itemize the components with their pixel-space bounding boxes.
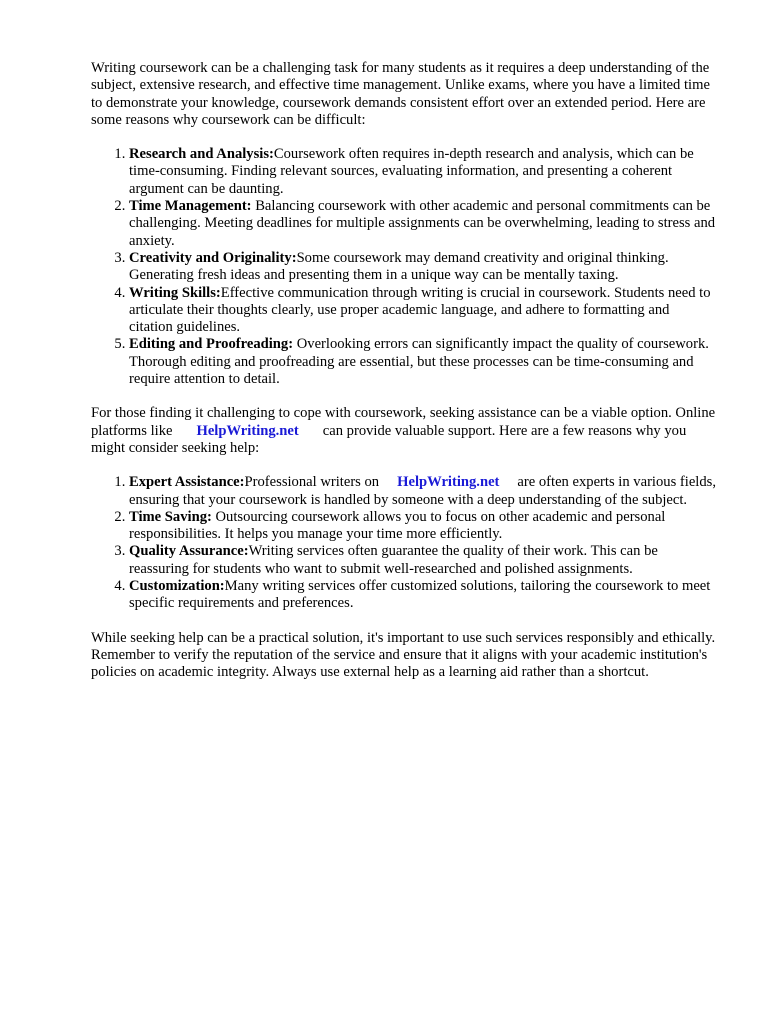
intro-paragraph: Writing coursework can be a challenging task for many students as it requires a deep understanding of the subject, extensive research, and effective time management. Unlike exams, where you have a limited time to demonstrate your knowledge, coursework demands consistent effort over an extended period. Here are some reasons why coursework can be difficult:	[91, 60, 710, 128]
benefit-text-before: Professional writers on	[244, 474, 380, 491]
benefit-text: Writing services often guarantee the quality of their work. This can be reassuring for students who want to submit well-researched and polished assignments.	[129, 543, 658, 577]
reason-term: Research and Analysis:	[129, 146, 274, 163]
list-item	[129, 578, 716, 613]
reasons-list	[91, 146, 716, 388]
help-text-before: For those finding it challenging to cope with coursework, seeking assistance can be a viable option. Online platforms like	[91, 405, 716, 439]
reason-term: Editing and Proofreading:	[129, 336, 294, 353]
benefits-list	[91, 474, 716, 612]
reason-term: Time Management:	[129, 198, 252, 215]
list-item	[129, 509, 716, 544]
list-item	[129, 285, 716, 337]
reason-term: Writing Skills:	[129, 284, 221, 301]
reason-text: Some coursework may demand creativity and original thinking. Generating fresh ideas and presenting them in a unique way can be mentally taxing.	[129, 249, 669, 284]
benefit-text-after: are often experts in various fields, ensuring that your coursework is handled by someone with a deep understanding of the subject.	[129, 474, 716, 508]
benefit-term: Expert Assistance:	[129, 474, 245, 491]
document-page	[91, 60, 716, 682]
benefit-text: Outsourcing coursework allows you to focus on other academic and personal responsibilities. It helps you manage your time more efficiently.	[129, 508, 666, 543]
benefit-term: Customization:	[129, 578, 225, 595]
reason-text: Coursework often requires in-depth research and analysis, which can be time-consuming. Finding relevant sources, evaluating information, and presenting a coherent argument can be daunting.	[129, 146, 694, 197]
reason-term: Creativity and Originality:	[129, 249, 297, 266]
reason-text: Balancing coursework with other academic and personal commitments can be challenging. Meeting deadlines for multiple assignments can be overwhelming, leading to stress and anxiety.	[129, 198, 716, 249]
help-paragraph	[91, 405, 716, 457]
list-item	[129, 474, 716, 509]
reason-text: Effective communication through writing is crucial in coursework. Students need to articulate their thoughts clearly, use proper academic language, and adhere to formatting and citation guidelines.	[129, 284, 711, 336]
closing-paragraph: While seeking help can be a practical solution, it's important to use such services responsibly and ethically. Remember to verify the reputation of the service and ensure that it aligns with your academic institution's policies on academic integrity. Always use external help as a learning aid rather than a shortcut.	[91, 629, 716, 681]
reason-text: Overlooking errors can significantly impact the quality of coursework. Thorough editing and proofreading are essential, but these processes can be time-consuming and require attention to detail.	[129, 336, 709, 388]
benefit-term: Time Saving:	[129, 508, 212, 525]
list-item	[129, 336, 716, 388]
helpwriting-link[interactable]: HelpWriting.net	[196, 422, 299, 439]
benefit-term: Quality Assurance:	[129, 543, 249, 560]
help-text-after: can provide valuable support. Here are a few reasons why you might consider seeking help:	[91, 422, 687, 456]
benefit-text: Many writing services offer customized solutions, tailoring the coursework to meet specific requirements and preferences.	[129, 578, 711, 612]
list-item	[129, 543, 716, 578]
list-item	[129, 146, 716, 198]
list-item	[129, 250, 716, 285]
list-item	[129, 198, 716, 250]
helpwriting-link[interactable]: HelpWriting.net	[397, 474, 500, 491]
